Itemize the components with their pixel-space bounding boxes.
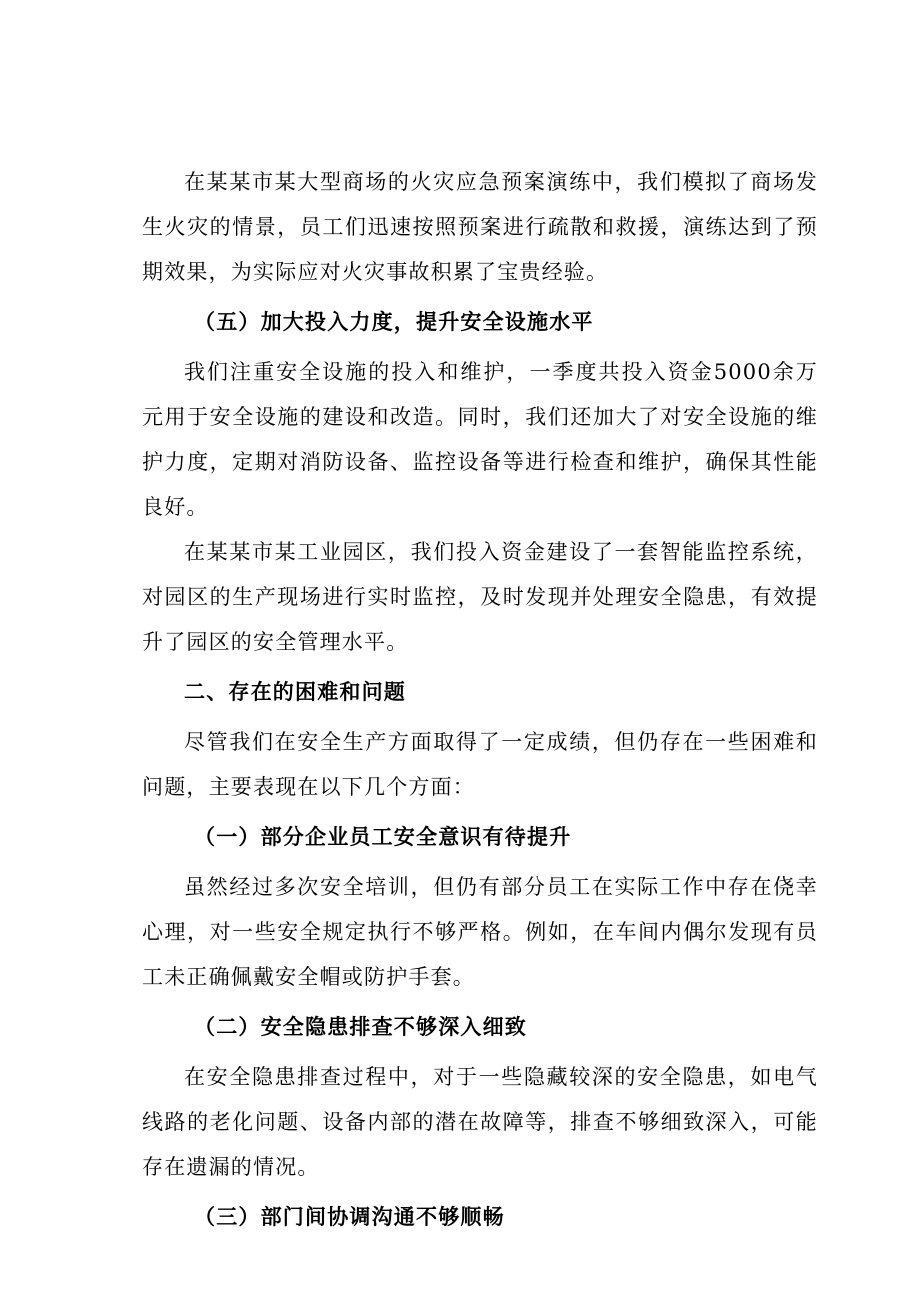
subheading-five: （五）加大投入力度，提升安全设施水平 bbox=[194, 310, 594, 334]
paragraph-problems-intro: 尽管我们在安全生产方面取得了一定成绩，但仍存在一些困难和问题，主要表现在以下几个方面： bbox=[142, 730, 818, 799]
section-heading-two: 二、存在的困难和问题 bbox=[184, 680, 406, 704]
subheading-two: （二）安全隐患排查不够深入细致 bbox=[194, 1015, 527, 1039]
paragraph-industrial-park: 在某某市某工业园区，我们投入资金建设了一套智能监控系统，对园区的生产现场进行实时监控，及时发现并处理安全隐患，有效提升了园区的安全管理水平。 bbox=[142, 540, 818, 654]
subheading-three: （三）部门间协调沟通不够顺畅 bbox=[194, 1205, 505, 1229]
subheading-one: （一）部分企业员工安全意识有待提升 bbox=[194, 825, 572, 849]
paragraph-safety-awareness: 虽然经过多次安全培训，但仍有部分员工在实际工作中存在侥幸心理，对一些安全规定执行不够严格。例如，在车间内偶尔发现有员工未正确佩戴安全帽或防护手套。 bbox=[142, 875, 818, 989]
document-body bbox=[142, 160, 818, 1245]
paragraph-mall-fire-drill: 在某某市某大型商场的火灾应急预案演练中，我们模拟了商场发生火灾的情景，员工们迅速按照预案进行疏散和救援，演练达到了预期效果，为实际应对火灾事故积累了宝贵经验。 bbox=[142, 170, 818, 284]
paragraph-safety-investment: 我们注重安全设施的投入和维护，一季度共投入资金5000余万元用于安全设施的建设和改造。同时，我们还加大了对安全设施的维护力度，定期对消防设备、监控设备等进行检查和维护，确保其性能良好。 bbox=[142, 360, 818, 519]
paragraph-hazard-inspection: 在安全隐患排查过程中，对于一些隐藏较深的安全隐患，如电气线路的老化问题、设备内部的潜在故障等，排查不够细致深入，可能存在遗漏的情况。 bbox=[142, 1065, 818, 1179]
